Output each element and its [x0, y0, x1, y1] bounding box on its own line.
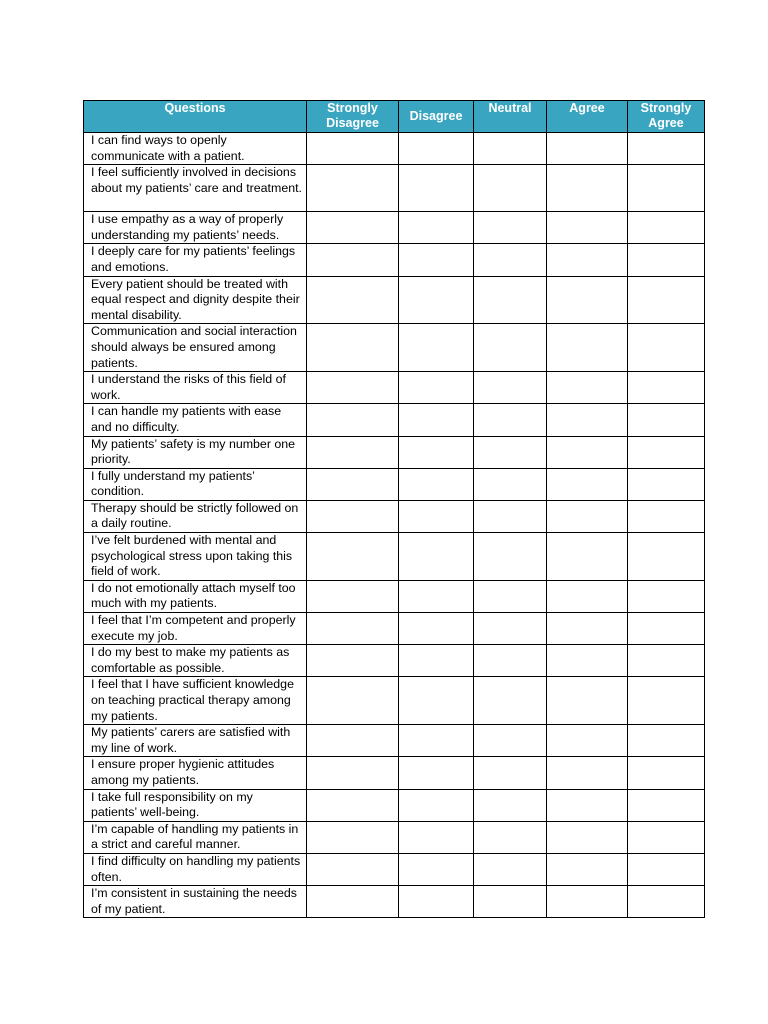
response-cell-agree[interactable]	[547, 276, 628, 324]
table-row	[84, 613, 705, 645]
response-cell-agree[interactable]	[547, 212, 628, 244]
response-cell-strongly-disagree[interactable]	[307, 212, 399, 244]
response-cell-strongly-agree[interactable]	[628, 645, 705, 677]
response-cell-neutral[interactable]	[474, 757, 547, 789]
response-cell-strongly-agree[interactable]	[628, 500, 705, 532]
response-cell-strongly-agree[interactable]	[628, 725, 705, 757]
response-cell-disagree[interactable]	[399, 133, 474, 165]
response-cell-agree[interactable]	[547, 821, 628, 853]
question-text: I take full responsibility on my patients’ well-being.	[84, 789, 307, 821]
response-cell-neutral[interactable]	[474, 244, 547, 276]
response-cell-neutral[interactable]	[474, 500, 547, 532]
response-cell-agree[interactable]	[547, 853, 628, 885]
response-cell-strongly-disagree[interactable]	[307, 886, 399, 918]
response-cell-strongly-agree[interactable]	[628, 244, 705, 276]
response-cell-agree[interactable]	[547, 613, 628, 645]
question-text: I fully understand my patients’ condition.	[84, 468, 307, 500]
header-disagree: Disagree	[399, 101, 474, 133]
response-cell-neutral[interactable]	[474, 725, 547, 757]
response-cell-agree[interactable]	[547, 436, 628, 468]
table-row	[84, 468, 705, 500]
response-cell-strongly-disagree[interactable]	[307, 324, 399, 372]
response-cell-disagree[interactable]	[399, 645, 474, 677]
header-agree: Agree	[547, 101, 628, 133]
question-text: I find difficulty on handling my patients often.	[84, 853, 307, 885]
response-cell-disagree[interactable]	[399, 372, 474, 404]
question-text: I can handle my patients with ease and no difficulty.	[84, 404, 307, 436]
response-cell-agree[interactable]	[547, 533, 628, 581]
question-text: I ensure proper hygienic attitudes among my patients.	[84, 757, 307, 789]
response-cell-disagree[interactable]	[399, 757, 474, 789]
table-row	[84, 677, 705, 725]
response-cell-neutral[interactable]	[474, 165, 547, 212]
response-cell-agree[interactable]	[547, 757, 628, 789]
response-cell-strongly-agree[interactable]	[628, 404, 705, 436]
response-cell-neutral[interactable]	[474, 677, 547, 725]
response-cell-strongly-disagree[interactable]	[307, 404, 399, 436]
response-cell-strongly-disagree[interactable]	[307, 757, 399, 789]
table-row	[84, 404, 705, 436]
response-cell-agree[interactable]	[547, 645, 628, 677]
table-row	[84, 133, 705, 165]
response-cell-neutral[interactable]	[474, 613, 547, 645]
response-cell-neutral[interactable]	[474, 436, 547, 468]
response-cell-neutral[interactable]	[474, 789, 547, 821]
response-cell-strongly-disagree[interactable]	[307, 133, 399, 165]
response-cell-strongly-disagree[interactable]	[307, 468, 399, 500]
question-text: I do not emotionally attach myself too much with my patients.	[84, 580, 307, 612]
response-cell-agree[interactable]	[547, 324, 628, 372]
table-row	[84, 580, 705, 612]
response-cell-disagree[interactable]	[399, 853, 474, 885]
table-row	[84, 645, 705, 677]
question-text: My patients’ safety is my number one priority.	[84, 436, 307, 468]
question-text: Communication and social interaction should always be ensured among patients.	[84, 324, 307, 372]
table-row	[84, 821, 705, 853]
header-questions: Questions	[84, 101, 307, 133]
table-row	[84, 789, 705, 821]
table-row	[84, 244, 705, 276]
response-cell-disagree[interactable]	[399, 789, 474, 821]
question-text: I deeply care for my patients’ feelings and emotions.	[84, 244, 307, 276]
question-text: I can find ways to openly communicate with a patient.	[84, 133, 307, 165]
response-cell-disagree[interactable]	[399, 276, 474, 324]
response-cell-strongly-disagree[interactable]	[307, 853, 399, 885]
table-row	[84, 533, 705, 581]
response-cell-strongly-agree[interactable]	[628, 372, 705, 404]
response-cell-strongly-agree[interactable]	[628, 324, 705, 372]
question-text: I understand the risks of this field of work.	[84, 372, 307, 404]
table-row	[84, 165, 705, 212]
response-cell-disagree[interactable]	[399, 500, 474, 532]
response-cell-neutral[interactable]	[474, 404, 547, 436]
response-cell-disagree[interactable]	[399, 725, 474, 757]
response-cell-disagree[interactable]	[399, 165, 474, 212]
response-cell-strongly-disagree[interactable]	[307, 645, 399, 677]
response-cell-agree[interactable]	[547, 580, 628, 612]
response-cell-neutral[interactable]	[474, 212, 547, 244]
response-cell-strongly-agree[interactable]	[628, 613, 705, 645]
response-cell-strongly-agree[interactable]	[628, 853, 705, 885]
response-cell-disagree[interactable]	[399, 580, 474, 612]
response-cell-disagree[interactable]	[399, 886, 474, 918]
response-cell-strongly-disagree[interactable]	[307, 821, 399, 853]
response-cell-strongly-agree[interactable]	[628, 821, 705, 853]
response-cell-disagree[interactable]	[399, 677, 474, 725]
response-cell-strongly-agree[interactable]	[628, 580, 705, 612]
table-row	[84, 886, 705, 918]
response-cell-strongly-agree[interactable]	[628, 468, 705, 500]
response-cell-neutral[interactable]	[474, 821, 547, 853]
response-cell-strongly-disagree[interactable]	[307, 725, 399, 757]
response-cell-agree[interactable]	[547, 468, 628, 500]
table-row	[84, 436, 705, 468]
response-cell-strongly-agree[interactable]	[628, 886, 705, 918]
response-cell-neutral[interactable]	[474, 645, 547, 677]
question-text: I feel sufficiently involved in decisions about my patients’ care and treatment.	[84, 165, 307, 212]
response-cell-strongly-disagree[interactable]	[307, 500, 399, 532]
survey-body	[84, 133, 705, 918]
question-text: I’ve felt burdened with mental and psychological stress upon taking this field of work.	[84, 533, 307, 581]
response-cell-disagree[interactable]	[399, 468, 474, 500]
question-text: I feel that I’m competent and properly execute my job.	[84, 613, 307, 645]
table-row	[84, 725, 705, 757]
question-text: I do my best to make my patients as comfortable as possible.	[84, 645, 307, 677]
response-cell-disagree[interactable]	[399, 404, 474, 436]
response-cell-neutral[interactable]	[474, 853, 547, 885]
table-row	[84, 757, 705, 789]
response-cell-strongly-agree[interactable]	[628, 789, 705, 821]
question-text: Every patient should be treated with equal respect and dignity despite their mental disability.	[84, 276, 307, 324]
response-cell-strongly-agree[interactable]	[628, 436, 705, 468]
response-cell-disagree[interactable]	[399, 244, 474, 276]
survey-table	[83, 100, 705, 918]
response-cell-strongly-disagree[interactable]	[307, 436, 399, 468]
question-text: My patients’ carers are satisfied with my line of work.	[84, 725, 307, 757]
table-row	[84, 372, 705, 404]
response-cell-neutral[interactable]	[474, 580, 547, 612]
response-cell-strongly-disagree[interactable]	[307, 244, 399, 276]
response-cell-agree[interactable]	[547, 677, 628, 725]
response-cell-disagree[interactable]	[399, 436, 474, 468]
response-cell-strongly-agree[interactable]	[628, 165, 705, 212]
response-cell-agree[interactable]	[547, 404, 628, 436]
table-row	[84, 324, 705, 372]
response-cell-strongly-agree[interactable]	[628, 133, 705, 165]
response-cell-strongly-disagree[interactable]	[307, 677, 399, 725]
response-cell-agree[interactable]	[547, 725, 628, 757]
header-strongly-disagree: Strongly Disagree	[307, 101, 399, 133]
table-row	[84, 853, 705, 885]
question-text: I feel that I have sufficient knowledge on teaching practical therapy among my patients.	[84, 677, 307, 725]
question-text: Therapy should be strictly followed on a daily routine.	[84, 500, 307, 532]
response-cell-disagree[interactable]	[399, 324, 474, 372]
response-cell-agree[interactable]	[547, 500, 628, 532]
response-cell-strongly-disagree[interactable]	[307, 165, 399, 212]
response-cell-neutral[interactable]	[474, 886, 547, 918]
response-cell-strongly-agree[interactable]	[628, 212, 705, 244]
response-cell-agree[interactable]	[547, 886, 628, 918]
response-cell-agree[interactable]	[547, 133, 628, 165]
header-row	[84, 101, 705, 133]
response-cell-strongly-agree[interactable]	[628, 757, 705, 789]
response-cell-disagree[interactable]	[399, 613, 474, 645]
response-cell-strongly-disagree[interactable]	[307, 533, 399, 581]
response-cell-agree[interactable]	[547, 165, 628, 212]
response-cell-disagree[interactable]	[399, 533, 474, 581]
response-cell-neutral[interactable]	[474, 324, 547, 372]
table-row	[84, 276, 705, 324]
response-cell-strongly-disagree[interactable]	[307, 613, 399, 645]
response-cell-disagree[interactable]	[399, 821, 474, 853]
question-text: I use empathy as a way of properly understanding my patients’ needs.	[84, 212, 307, 244]
response-cell-neutral[interactable]	[474, 276, 547, 324]
response-cell-strongly-disagree[interactable]	[307, 789, 399, 821]
table-row	[84, 212, 705, 244]
response-cell-disagree[interactable]	[399, 212, 474, 244]
question-text: I’m consistent in sustaining the needs of my patient.	[84, 886, 307, 918]
header-strongly-agree: Strongly Agree	[628, 101, 705, 133]
response-cell-neutral[interactable]	[474, 468, 547, 500]
table-row	[84, 500, 705, 532]
response-cell-neutral[interactable]	[474, 133, 547, 165]
response-cell-strongly-disagree[interactable]	[307, 372, 399, 404]
response-cell-strongly-agree[interactable]	[628, 677, 705, 725]
response-cell-agree[interactable]	[547, 789, 628, 821]
response-cell-neutral[interactable]	[474, 533, 547, 581]
response-cell-agree[interactable]	[547, 244, 628, 276]
header-neutral: Neutral	[474, 101, 547, 133]
response-cell-agree[interactable]	[547, 372, 628, 404]
response-cell-strongly-agree[interactable]	[628, 533, 705, 581]
response-cell-strongly-disagree[interactable]	[307, 276, 399, 324]
response-cell-strongly-disagree[interactable]	[307, 580, 399, 612]
response-cell-strongly-agree[interactable]	[628, 276, 705, 324]
question-text: I’m capable of handling my patients in a strict and careful manner.	[84, 821, 307, 853]
response-cell-neutral[interactable]	[474, 372, 547, 404]
